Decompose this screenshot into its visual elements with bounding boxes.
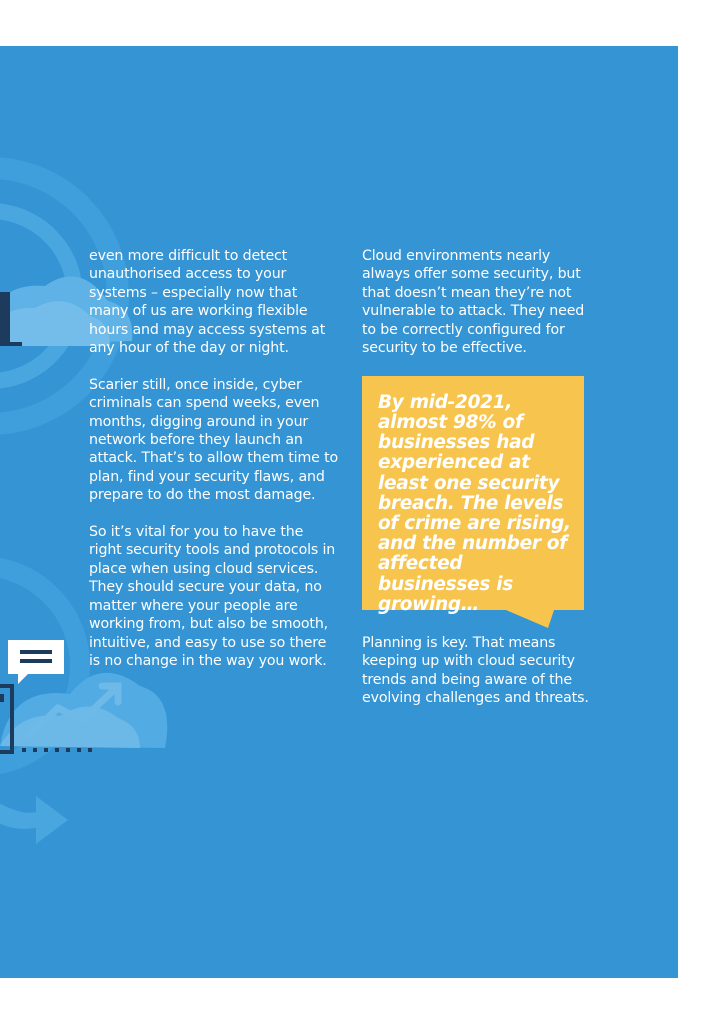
right-text-column — [362, 247, 594, 726]
arrow-icon — [0, 796, 68, 844]
blue-content-panel — [0, 46, 678, 978]
body-paragraph: Planning is key. That means keeping up with cloud security trends and being aware of the evolving challenges and threats. — [362, 634, 589, 707]
chat-bubble-icon — [8, 640, 64, 684]
pull-quote-callout — [362, 376, 584, 615]
body-paragraph: even more difficult to detect unauthorised access to your systems – especially now that many of us are working flexible hours and may access systems at any hour of the day or night. — [89, 248, 326, 357]
body-paragraph: Cloud environments nearly always offer some security, but that doesn’t mean they’re not vulnerable to attack. They need to be correctly configured for security to be effective. — [362, 248, 585, 357]
left-text-column — [89, 247, 339, 689]
pull-quote-text: By mid-2021, almost 98% of businesses had experienced at least one security breach. The levels of crime are rising, and the number of affected businesses is growing… — [378, 391, 571, 615]
body-paragraph: Scarier still, once inside, cyber criminals can spend weeks, even months, digging around in your network before they launch an attack. That’s to allow them time to plan, find your security flaws, and prepare to do the most damage. — [89, 376, 339, 504]
body-paragraph: So it’s vital for you to have the right security tools and protocols in place when using cloud services. They should secure your data, no matter where your people are working from, but also be smooth, intuitive, and easy to use so there is no change in the way you work. — [89, 524, 336, 669]
